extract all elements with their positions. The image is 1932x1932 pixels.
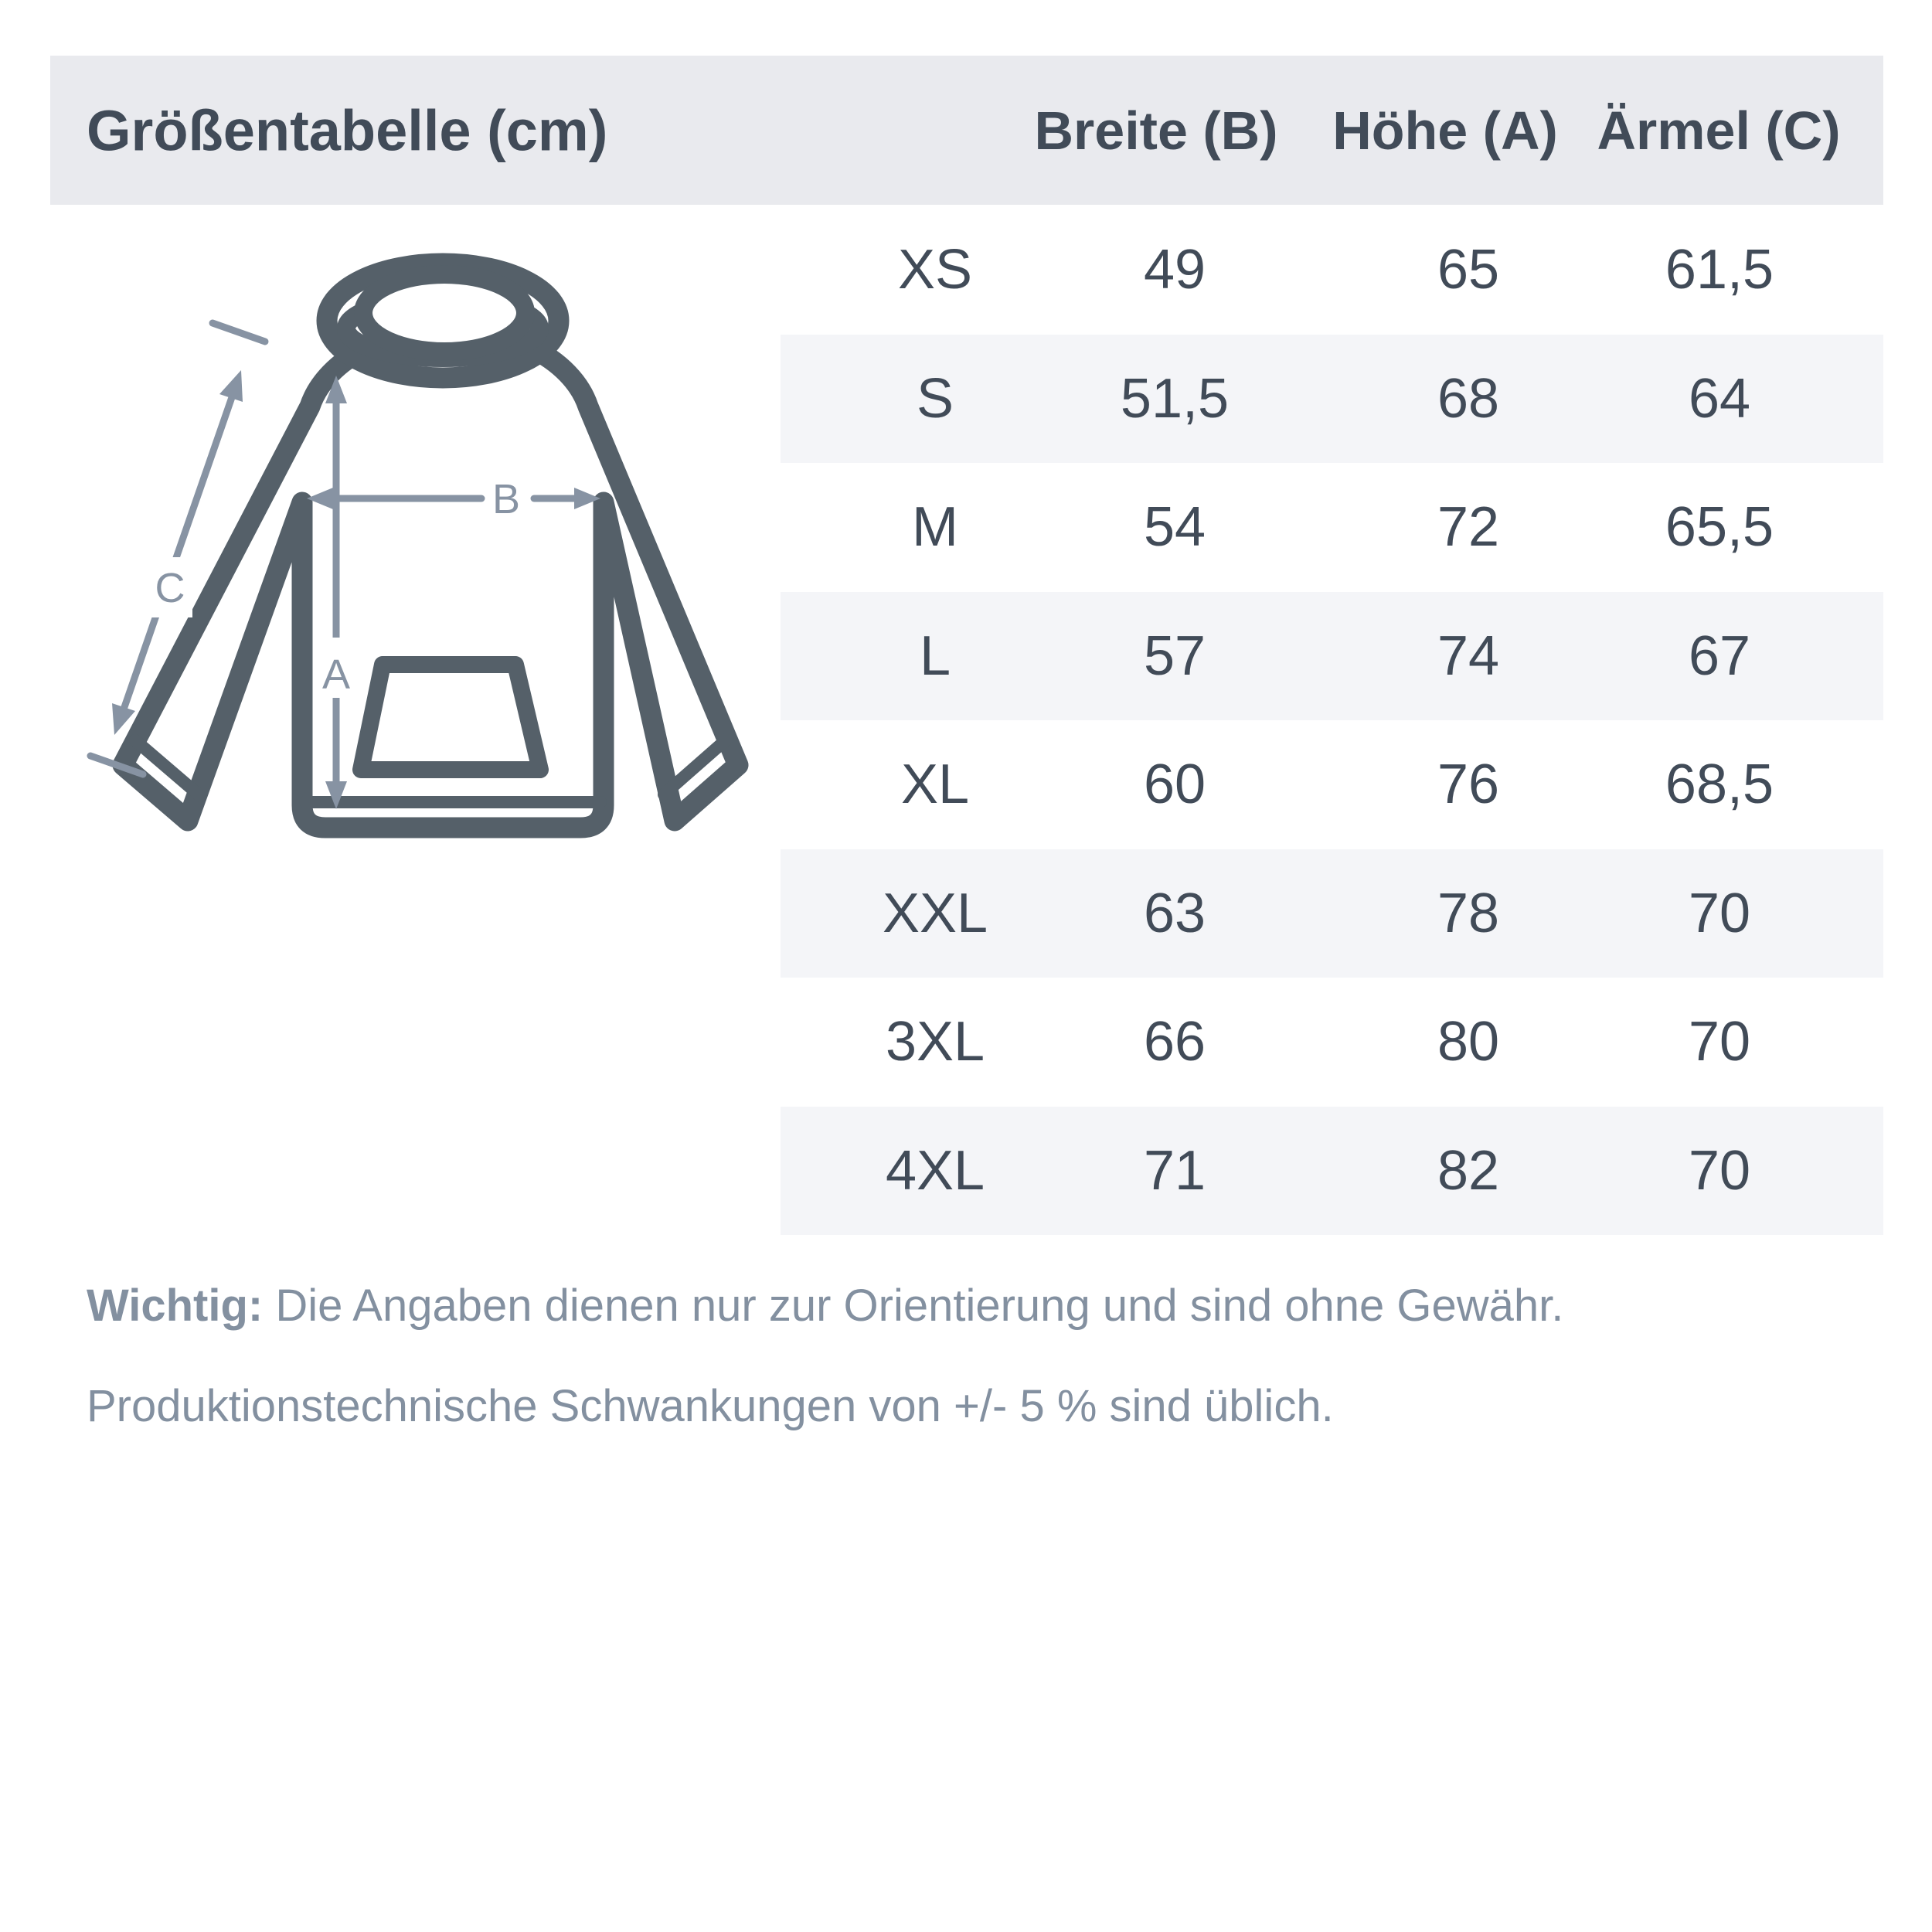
cell-hoehe: 74	[1437, 624, 1500, 687]
cell-hoehe: 65	[1437, 239, 1500, 301]
cell-size: L	[919, 624, 951, 687]
cell-breite: 49	[1143, 239, 1206, 301]
cell-aermel: 70	[1688, 1011, 1751, 1073]
cell-breite: 57	[1143, 624, 1206, 687]
cell-hoehe: 76	[1437, 753, 1500, 816]
hood-icon	[327, 264, 559, 378]
cell-breite: 71	[1143, 1139, 1206, 1202]
cell-size: 3XL	[885, 1011, 985, 1073]
cell-size: XS	[897, 239, 973, 301]
cell-breite: 51,5	[1120, 367, 1230, 430]
cell-breite: 66	[1143, 1011, 1206, 1073]
column-header-hoehe: Höhe (A)	[1332, 100, 1558, 161]
cell-size: M	[912, 496, 958, 559]
page-title: Größentabelle (cm)	[87, 98, 608, 162]
label-dimension-b: B	[492, 476, 521, 522]
size-table-body	[781, 206, 1883, 1235]
cell-aermel: 65,5	[1665, 496, 1774, 559]
cell-hoehe: 80	[1437, 1011, 1500, 1073]
hoodie-diagram	[58, 224, 792, 866]
table-row	[781, 206, 1883, 335]
note-line-2: Produktionstechnische Schwankungen von +/- 5 % sind üblich.	[87, 1381, 1334, 1431]
note-line-1	[87, 1256, 1864, 1356]
table-header	[50, 56, 1883, 205]
cell-size: S	[916, 367, 954, 430]
table-row	[781, 463, 1883, 592]
cell-size: 4XL	[885, 1139, 985, 1202]
note-text: Die Angaben dienen nur zur Orientierung und sind ohne Gewähr.	[263, 1281, 1564, 1331]
arrowhead-icon	[219, 370, 243, 402]
kangaroo-pocket-icon	[361, 665, 540, 770]
cell-aermel: 70	[1688, 882, 1751, 944]
table-row	[781, 335, 1883, 464]
cell-hoehe: 82	[1437, 1139, 1500, 1202]
table-row	[781, 592, 1883, 721]
label-dimension-c: C	[155, 565, 185, 611]
cell-aermel: 70	[1688, 1139, 1751, 1202]
cell-size: XXL	[882, 882, 988, 944]
column-header-aermel: Ärmel (C)	[1597, 100, 1841, 161]
cell-aermel: 67	[1688, 624, 1751, 687]
hoodie-outline-icon	[123, 264, 738, 828]
cell-breite: 54	[1143, 496, 1206, 559]
cell-aermel: 61,5	[1665, 239, 1774, 301]
cell-aermel: 68,5	[1665, 753, 1774, 816]
cell-breite: 63	[1143, 882, 1206, 944]
cell-hoehe: 78	[1437, 882, 1500, 944]
table-row	[781, 720, 1883, 849]
cell-breite: 60	[1143, 753, 1206, 816]
column-header-breite: Breite (B)	[1034, 100, 1278, 161]
table-row	[781, 978, 1883, 1107]
cell-aermel: 64	[1688, 367, 1751, 430]
label-dimension-a: A	[321, 651, 351, 698]
important-note	[87, 1256, 1864, 1457]
table-row	[781, 1107, 1883, 1236]
table-row	[781, 849, 1883, 978]
cell-hoehe: 68	[1437, 367, 1500, 430]
cell-hoehe: 72	[1437, 496, 1500, 559]
cell-size: XL	[900, 753, 970, 816]
note-prefix: Wichtig:	[87, 1281, 264, 1331]
